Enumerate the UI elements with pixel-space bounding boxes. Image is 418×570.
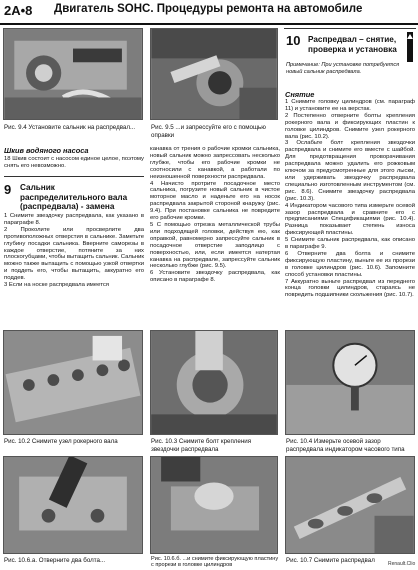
photo-retaining-plate-image — [151, 457, 277, 553]
photo-dial-indicator — [285, 330, 415, 435]
page-title: Двигатель SOHC. Процедуры ремонта на автомобиле — [54, 3, 363, 15]
sec9-para-2: 2 Проколите или просверлите два противоположных отверстия в сальнике. Заметьте глубину посадки сальника. Вверните саморезы в каждое отверстие, потяните за них плоскогубцами, чтобы вытащить сальник. Сальник можно также вытащить с помощью узкой отвертки и поддеть его, чтобы вытащить, аккуратно его поддев. — [4, 226, 145, 282]
photo-rocker-shaft — [3, 330, 143, 435]
sec9-para-3: 3 Если на носке распредвала имеется — [4, 282, 109, 289]
photo-seal-install-image — [4, 29, 142, 119]
middle-text — [150, 146, 280, 284]
photo-seal-press — [150, 28, 278, 120]
photo-retaining-plate — [150, 456, 278, 554]
section-10-title: Распредвал – снятие, проверка и установка — [308, 35, 397, 54]
caption-10-4: Рис. 10.4 Измерьте осевой зазор распредвала индикатором часового типа — [286, 438, 405, 453]
caption-10-3: Рис. 10.3 Снимите болт крепления звездочки распредвала — [151, 438, 252, 453]
section-9-number: 9 — [4, 182, 12, 197]
sec9-para-1: 1 Снимите звездочку распредвала, как указано в параграфе 8. — [4, 213, 144, 226]
right-para-7: 7 Аккуратно выньте распредвал из переднего конца головки цилиндров, стараясь не повредить подшипники скольжения (рис. 10.7). — [285, 278, 415, 299]
right-para-3: 3 Ослабьте болт крепления звездочки распредвала и снимите его вместе с шайбой. Для предотвращения проворачивания распредвала можно удалить его рожковым ключом за предусмотренные для этого лыски, или удерживать звездочку распредвала специально изготовленным инструментом (см. рис. 8.6). Снимите звездочку распредвала (рис. 10.3). — [285, 140, 415, 202]
photo-sprocket-bolt — [150, 330, 278, 435]
section-10-number: 10 — [286, 33, 301, 48]
removal-heading: Снятие — [285, 90, 315, 99]
photo-seal-install — [3, 28, 143, 120]
photo-plate-bolts-image — [4, 457, 142, 553]
tool-rating-icon-image — [405, 32, 415, 62]
section-9-title: Сальник распределительного вала (распредвала) - замена — [20, 183, 128, 211]
photo-sprocket-bolt-image — [151, 331, 277, 434]
mid-para-2: 4 Начисто протрите посадочное место сальника, погрузите новый сальник в чистое моторное масло и наденьте его на носок распредвала закрытой стороной кнаружу (рис. 9.4). При постановке сальника не повредите его рабочие кромки. — [150, 180, 280, 222]
photo-camshaft-removal — [285, 456, 415, 554]
page-header — [0, 0, 418, 24]
right-text — [285, 99, 415, 299]
tool-rating-icon — [405, 32, 415, 62]
right-para-4: 4 Индикатором часового типа измерьте осевой зазор распредвала и сравните его с предписаниями Спецификациями (рис. 10.4). Разница показывает степень износа фиксирующей пластины. — [285, 202, 415, 237]
caption-10-6b: Рис. 10.6.б. ...и снимите фиксирующую пластину с прорези в головке цилиндров — [151, 556, 279, 569]
mid-para-1: канавка от трения о рабочие кромки сальника, новый сальник можно запрессовать несколько глубже, чтобы его рабочие кромки не соотносили с канавкой, а работали по неизношенной поверхности распредвала. — [150, 146, 280, 180]
header-rule — [0, 23, 418, 25]
mid-para-4: 6 Установите звездочку распредвала, как описано в параграфе 8. — [150, 270, 280, 284]
caption-10-7: Рис. 10.7 Снимите распредвал — [286, 557, 375, 564]
page-number: 2A•8 — [4, 3, 33, 18]
photo-dial-indicator-image — [286, 331, 414, 434]
right-para-5: 5 Снимите сальник распредвала, как описано в параграфе 9. — [285, 237, 415, 251]
caption-10-2: Рис. 10.2 Снимите узел рокерного вала — [4, 438, 118, 445]
caption-9-5: Рис. 9.5 ...и запрессуйте его с помощью оправки — [151, 124, 266, 139]
section-10-rule — [284, 28, 416, 29]
section-10-note: Примечание: При установке потребуется новый сальник распредвала. — [286, 62, 400, 75]
photo-rocker-shaft-image — [4, 331, 142, 434]
footer-site: Renault.Clio — [388, 561, 416, 567]
photo-seal-press-image — [151, 29, 277, 119]
section-9-rule — [4, 176, 144, 177]
right-para-1: 1 Снимите головку цилиндров (см. параграф 11) и установите ее на верстак. — [285, 99, 415, 112]
section-9-text — [4, 213, 144, 289]
pump-text: 18 Шкив состоит с насосом единое целое, поэтому снять его невозможно. — [4, 156, 144, 169]
right-para-2: 2 Постепенно отверните болты крепления рокерного вала и фиксирующих пластин к головке цилиндров. Снимите узел рокерного вала (рис. 10.2). — [285, 112, 415, 140]
mid-para-3: 5 С помощью отрезка металлической трубы или подходящей головки, действуя ею, как оправкой, равномерно запрессуйте сальник в посадочное отверстие заподлицо с поверхностью, или, если имеется натертая канавка на распредвале, запрессуйте сальник несколько глубже (рис. 9.5). — [150, 221, 280, 270]
photo-plate-bolts — [3, 456, 143, 554]
section-10-header — [284, 28, 416, 86]
pump-heading: Шкив водяного насоса — [4, 146, 89, 155]
right-para-6: 6 Отверните два болта и снимите фиксирующую пластину, выньте ее из прорези в головке цилиндров (рис. 10.6). Запомните способ установки пластины. — [285, 250, 415, 278]
photo-camshaft-removal-image — [286, 457, 414, 553]
caption-10-6a: Рис. 10.6.a. Отверните два болта... — [4, 557, 106, 564]
caption-9-4: Рис. 9.4 Установите сальник на распредвал... — [4, 124, 136, 131]
